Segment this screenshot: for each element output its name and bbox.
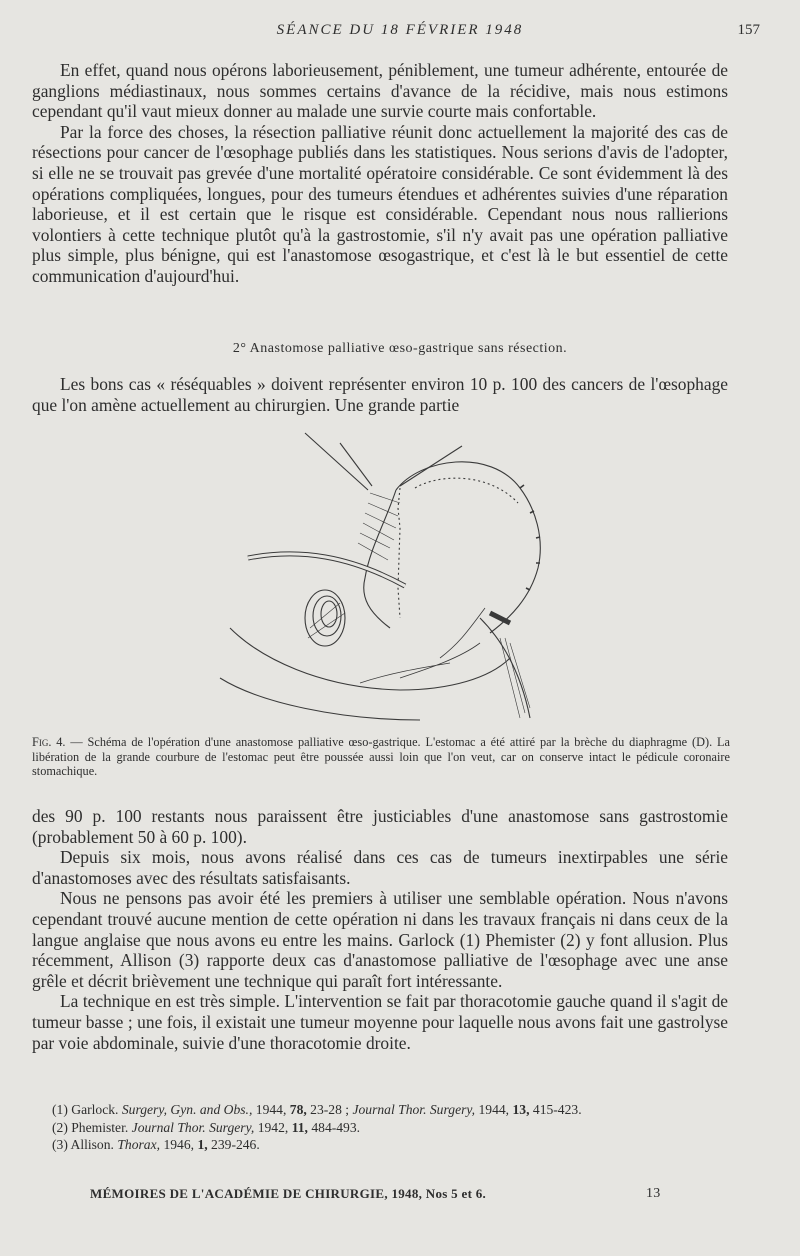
reference-item: (1) Garlock. Surgery, Gyn. and Obs., 1944, 78, 23-28 ; Journal Thor. Surgery, 1944, 13, 415-423. [52, 1102, 582, 1117]
footer-journal: MÉMOIRES DE L'ACADÉMIE DE CHIRURGIE, 1948, Nos 5 et 6. [90, 1186, 487, 1201]
figure-caption [32, 735, 730, 779]
paragraph: Depuis six mois, nous avons réalisé dans ces cas de tumeurs inextirpables une série d'anastomoses avec des résultats satisfaisants. [32, 847, 728, 888]
caption-label: Fig. 4. [32, 735, 66, 749]
esophagus-line [305, 433, 368, 490]
page-number: 157 [737, 22, 760, 38]
surgical-diagram [200, 428, 560, 728]
paragraph: En effet, quand nous opérons laborieusement, péniblement, une tumeur adhérente, entourée de ganglions médiastinaux, nous sommes certains d'avance de la récidive, mais nous estimons cependant qu'il vaut mieux donner au malade une survie courte mais confortable. [32, 60, 728, 122]
paragraph: des 90 p. 100 restants nous paraissent être justiciables d'une anastomose sans gastrostomie (probablement 50 à 60 p. 100). [32, 806, 728, 847]
reference-item: (2) Phemister. Journal Thor. Surgery, 1942, 11, 484-493. [52, 1119, 361, 1135]
paragraph: La technique en est très simple. L'intervention se fait par thoracotomie gauche quand il s'agit de tumeur basse ; une fois, il existait une tumeur moyenne pour laquelle nous avons fait une gastrolyse par voie abdominale, suivie d'une thoracotomie droite. [32, 991, 728, 1053]
paragraph: Nous ne pensons pas avoir été les premiers à utiliser une semblable opération. Nous n'avons cependant trouvé aucune mention de cette opération ni dans les travaux français ni dans ceux de la langue anglaise que nous avons eu entre les mains. Garlock (1) Phemister (2) y font allusion. Plus récemment, Allison (3) rapporte deux cas d'anastomose palliative de l'œsophage avec une anse grêle et décrit brièvement une technique qui paraît fort intéressante. [32, 888, 728, 991]
pedicle-outline [230, 628, 510, 690]
sheet-number: 13 [646, 1186, 661, 1201]
caption-text: — Schéma de l'opération d'une anastomose palliative œso-gastrique. L'estomac a été attiré par la brèche du diaphragme (D). La libération de la grande courbure de l'estomac peut être poussée aussi loin que l'on veut, car on conserve intact le pédicule coronaire stomachique. [32, 735, 730, 778]
running-header [40, 22, 760, 44]
page-footer [90, 1186, 660, 1202]
body-text-bottom [32, 806, 728, 1053]
section-heading: 2° Anastomose palliative œso-gastrique sans résection. [232, 341, 568, 356]
references [32, 1101, 730, 1154]
anastomosis-illustration [200, 428, 560, 728]
reference-item: (3) Allison. Thorax, 1946, 1, 239-246. [52, 1137, 260, 1152]
header-title: SÉANCE DU 18 FÉVRIER 1948 [276, 22, 524, 38]
paragraph: Les bons cas « réséquables » doivent représenter environ 10 p. 100 des cancers de l'œsophage que l'on amène actuellement au chirurgien. Une grande partie [32, 374, 728, 415]
body-text-pre-figure [32, 374, 728, 415]
stomach-outline [396, 462, 540, 633]
body-text-top [32, 60, 728, 287]
paragraph: Par la force des choses, la résection palliative réunit donc actuellement la majorité des cas de résections pour cancer de l'œsophage publiés dans les statistiques. Nous serions d'avis de l'adopter, si elle ne se trouvait pas grevée d'une mortalité opératoire considérable. Ce sont évidemment là des opérations compliquées, longues, pour des tumeurs étendues et adhérentes suivies d'une réparation laborieuse, et il est certain que le risque est considérable. Cependant nous nous rallierions volontiers à cette technique plutôt qu'à la gastrostomie, s'il n'y avait pas une opération palliative plus simple, plus bénigne, qui est l'anastomose œsogastrique, et c'est là le but essentiel de cette communication d'aujourd'hui. [32, 121, 728, 286]
